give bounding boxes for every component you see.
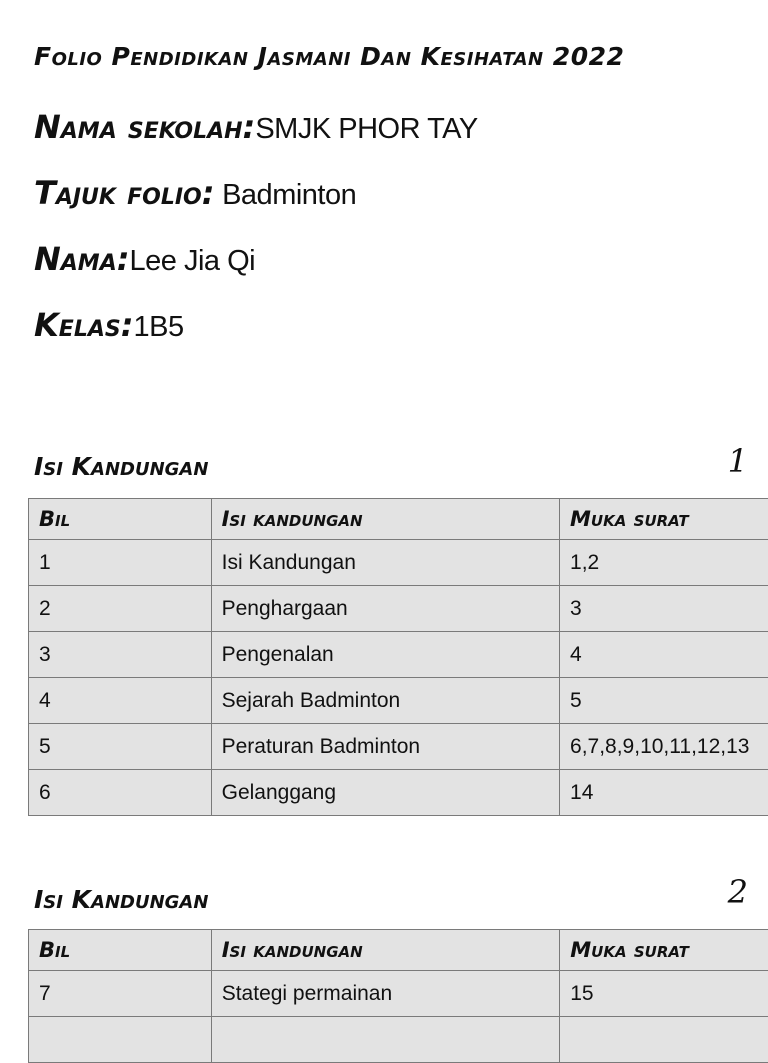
page-number: 2: [728, 873, 748, 911]
cell-isi: Stategi permainan: [211, 971, 560, 1017]
field-value: Badminton: [215, 179, 357, 211]
contents-table: [28, 498, 768, 816]
cell-muka-surat: 4: [560, 632, 768, 678]
cell-bil: 7: [29, 971, 212, 1017]
cell-muka-surat: 15: [560, 971, 768, 1017]
column-header-isi-kandungan: Isi kandungan: [211, 499, 559, 540]
cell-bil: 1: [29, 540, 212, 586]
column-header-isi-kandungan: Isi kandungan: [211, 930, 560, 971]
cell-isi: Peraturan Badminton: [211, 724, 559, 770]
contents-table: [28, 929, 768, 1063]
table-header-row: [29, 499, 768, 540]
field-nama: [34, 240, 255, 278]
field-value: Lee Jia Qi: [130, 245, 256, 277]
cell-bil: 4: [29, 678, 212, 724]
page-number: 1: [728, 442, 748, 480]
table-row: [29, 586, 768, 632]
cell-muka-surat: 3: [560, 586, 768, 632]
field-label: Kelas:: [34, 306, 134, 344]
field-nama-sekolah: [34, 108, 478, 146]
table-row: [29, 724, 768, 770]
field-kelas: [34, 306, 184, 344]
cell-bil: 3: [29, 632, 212, 678]
field-value: SMJK PHOR TAY: [255, 113, 477, 145]
cell-muka-surat: 14: [560, 770, 768, 816]
field-label: Nama:: [34, 240, 130, 278]
field-label: Tajuk folio:: [34, 174, 215, 212]
section-title: Isi Kandungan: [34, 452, 208, 481]
column-header-muka-surat: Muka surat: [560, 930, 768, 971]
table-row: [29, 678, 768, 724]
section-title: Isi Kandungan: [34, 885, 208, 914]
cell-isi: Pengenalan: [211, 632, 559, 678]
column-header-bil: Bil: [29, 930, 212, 971]
cell-isi: Penghargaan: [211, 586, 559, 632]
field-label: Nama sekolah:: [34, 108, 255, 146]
table-row: [29, 1017, 768, 1063]
cell-isi: Sejarah Badminton: [211, 678, 559, 724]
cell-muka-surat: 5: [560, 678, 768, 724]
cell-bil: 5: [29, 724, 212, 770]
cell-muka-surat: 1,2: [560, 540, 768, 586]
cell-isi: Isi Kandungan: [211, 540, 559, 586]
cell-muka-surat: 6,7,8,9,10,11,12,13: [560, 724, 768, 770]
field-tajuk-folio: [34, 174, 356, 212]
folio-title: Folio Pendidikan Jasmani Dan Kesihatan 2022: [34, 42, 624, 71]
field-value: 1B5: [134, 311, 184, 343]
cell-bil: 2: [29, 586, 212, 632]
column-header-muka-surat: Muka surat: [560, 499, 768, 540]
cell-isi: Gelanggang: [211, 770, 559, 816]
table-row: [29, 770, 768, 816]
table-row: [29, 971, 768, 1017]
table-row: [29, 540, 768, 586]
table-row: [29, 632, 768, 678]
cell-bil: 6: [29, 770, 212, 816]
table-header-row: [29, 930, 768, 971]
column-header-bil: Bil: [29, 499, 212, 540]
